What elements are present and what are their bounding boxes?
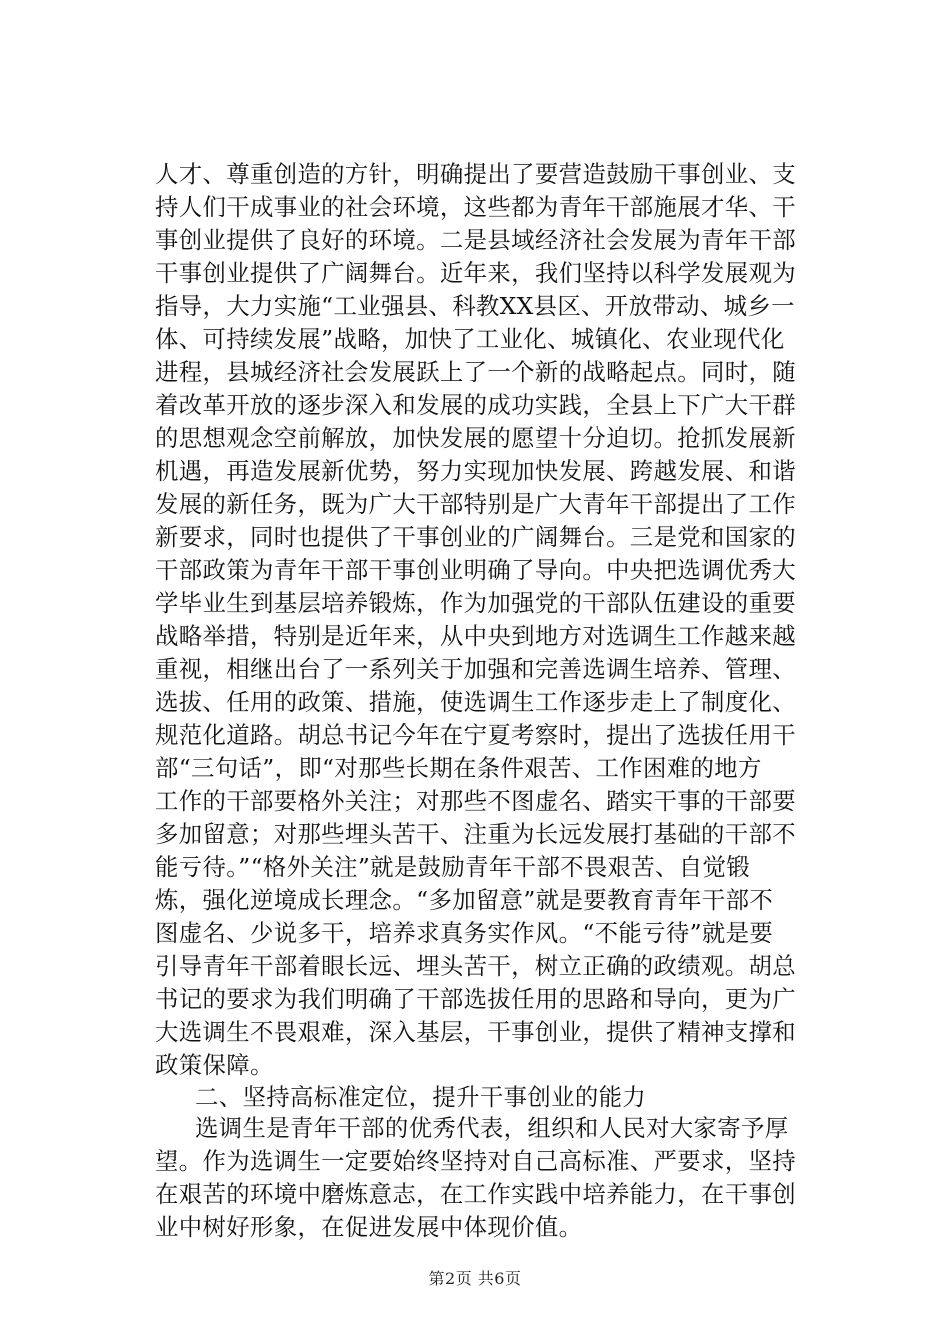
- text-line: 选调生是青年干部的优秀代表，组织和人民对大家寄予厚: [195, 1114, 789, 1142]
- text-line: 人才、尊重创造的方针，明确提出了要营造鼓励干事创业、支: [155, 160, 796, 188]
- text-line: 工作的干部要格外关注；对那些不图虚名、踏实干事的干部要: [155, 787, 796, 815]
- text-line: 重视，相继出台了一系列关于加强和完善选调生培养、管理、: [155, 655, 796, 683]
- text-line: 炼，强化逆境成长理念。“多加留意”就是要教育青年干部不: [155, 886, 774, 914]
- text-line: 体、可持续发展”战略，加快了工业化、城镇化、农业现代化: [155, 325, 785, 353]
- text-line: 进程，县城经济社会发展跃上了一个新的战略起点。同时，随: [155, 358, 796, 386]
- text-line: 多加留意；对那些埋头苦干、注重为长远发展打基础的干部不: [155, 820, 796, 848]
- page-number-footer: 第2页 共6页: [428, 1269, 522, 1288]
- text-line: 引导青年干部着眼长远、埋头苦干，树立正确的政绩观。胡总: [155, 952, 796, 980]
- text-line: 书记的要求为我们明确了干部选拔任用的思路和导向，更为广: [155, 985, 796, 1013]
- text-line: 选拔、任用的政策、措施，使选调生工作逐步走上了制度化、: [155, 688, 796, 716]
- text-line: 事创业提供了良好的环境。二是县域经济社会发展为青年干部: [155, 226, 796, 254]
- text-line: 新要求，同时也提供了干事创业的广阔舞台。三是党和国家的: [155, 523, 796, 551]
- text-line: 发展的新任务，既为广大干部特别是广大青年干部提出了工作: [155, 490, 796, 518]
- text-line: 政策保障。: [155, 1051, 274, 1079]
- text-line: 持人们干成事业的社会环境，这些都为青年干部施展才华、干: [155, 193, 796, 221]
- text-line: 的思想观念空前解放，加快发展的愿望十分迫切。抢抓发展新: [155, 424, 796, 452]
- section-heading: 二、坚持高标准定位，提升干事创业的能力: [195, 1083, 647, 1111]
- text-line: 干事创业提供了广阔舞台。近年来，我们坚持以科学发展观为: [155, 259, 796, 287]
- document-body: [155, 158, 815, 1244]
- text-line: 业中树好形象，在促进发展中体现价值。: [155, 1213, 583, 1241]
- text-line: 图虚名、少说多干，培养求真务实作风。“不能亏待”就是要: [155, 919, 774, 947]
- text-line: 干部政策为青年干部干事创业明确了导向。中央把选调优秀大: [155, 556, 796, 584]
- text-line: 学毕业生到基层培养锻炼，作为加强党的干部队伍建设的重要: [155, 589, 796, 617]
- text-line: 指导，大力实施“工业强县、科教XX县区、开放带动、城乡一: [155, 292, 795, 320]
- text-line: 大选调生不畏艰难，深入基层，干事创业，提供了精神支撑和: [155, 1018, 796, 1046]
- text-line: 机遇，再造发展新优势，努力实现加快发展、跨越发展、和谐: [155, 457, 796, 485]
- text-line: 战略举措，特别是近年来，从中央到地方对选调生工作越来越: [155, 622, 796, 650]
- text-line: 部“三句话”，即“对那些长期在条件艰苦、工作困难的地方: [155, 754, 762, 782]
- text-line: 规范化道路。胡总书记今年在宁夏考察时，提出了选拔任用干: [155, 721, 796, 749]
- text-line: 望。作为选调生一定要始终坚持对自己高标准、严要求，坚持: [155, 1147, 796, 1175]
- text-line: 着改革开放的逐步深入和发展的成功实践，全县上下广大干群: [155, 391, 796, 419]
- text-line: 能亏待。”“格外关注”就是鼓励青年干部不畏艰苦、自觉锻: [155, 853, 750, 881]
- text-line: 在艰苦的环境中磨炼意志，在工作实践中培养能力，在干事创: [155, 1180, 796, 1208]
